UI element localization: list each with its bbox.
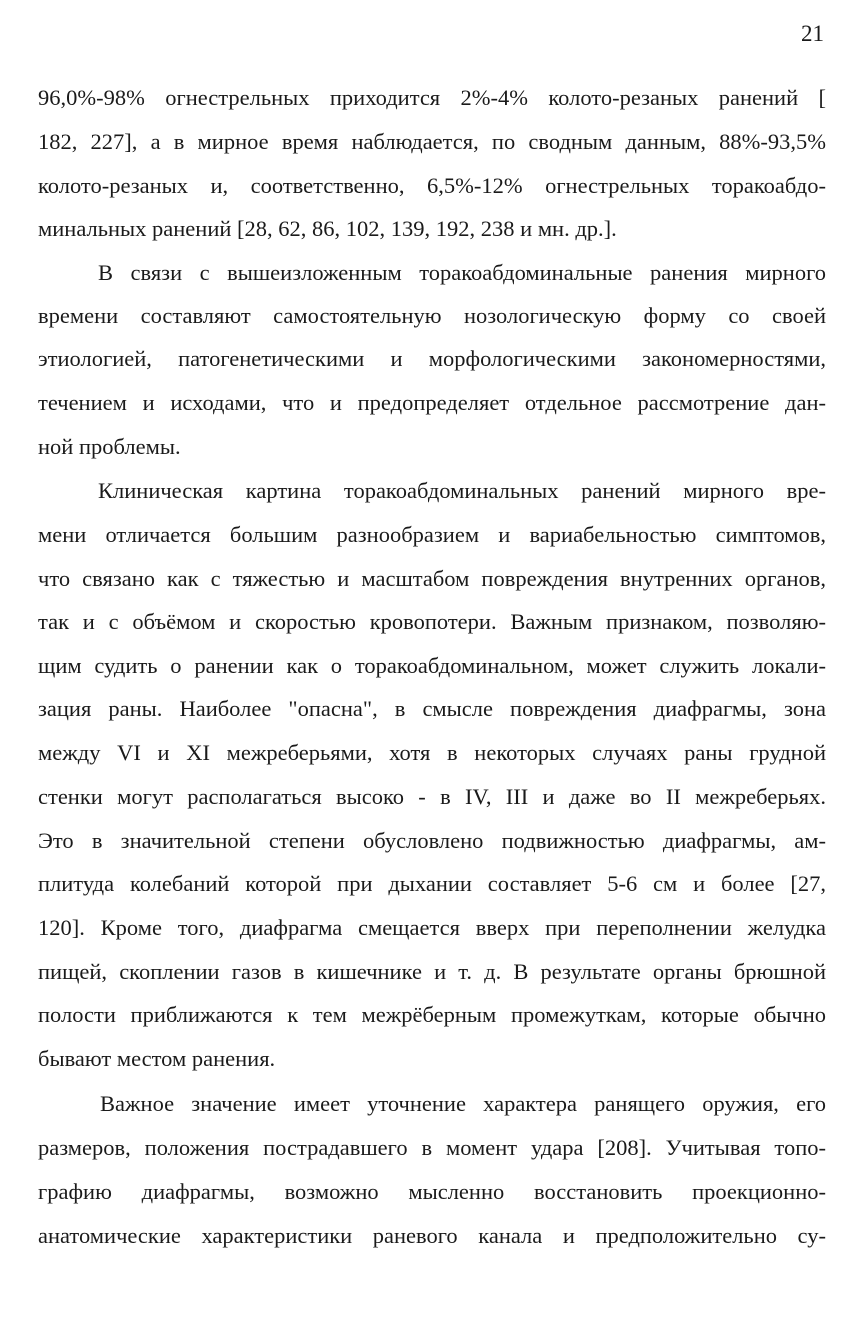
text-line: Важное значение имеет уточнение характера ранящего оружия, его (100, 1091, 826, 1116)
text-line: времени составляют самостоятельную нозологическую форму со своей (38, 303, 826, 328)
text-line: минальных ранений [28, 62, 86, 102, 139, 192, 238 и мн. др.]. (38, 216, 617, 241)
text-line: анатомические характеристики раневого канала и предположительно су- (38, 1223, 826, 1248)
text-line: зация раны. Наиболее "опасна", в смысле повреждения диафрагмы, зона (38, 696, 826, 721)
text-line: пищей, скоплении газов в кишечнике и т. д. В результате органы брюшной (38, 959, 826, 984)
page-number: 21 (801, 21, 824, 46)
text-line: 120]. Кроме того, диафрагма смещается вверх при переполнении желудка (38, 915, 826, 940)
text-line: так и с объёмом и скоростью кровопотери. Важным признаком, позволяю- (38, 609, 826, 634)
text-line: стенки могут располагаться высоко - в IV, III и даже во II межреберьях. (38, 784, 826, 809)
text-line: 96,0%-98% огнестрельных приходится 2%-4% колото-резаных ранений [ (38, 85, 826, 110)
text-line: графию диафрагмы, возможно мысленно восстановить проекционно- (38, 1179, 826, 1204)
text-line: течением и исходами, что и предопределяет отдельное рассмотрение дан- (38, 390, 826, 415)
text-line: мени отличается большим разнообразием и вариабельностью симптомов, (38, 522, 826, 547)
text-line: размеров, положения пострадавшего в момент удара [208]. Учитывая топо- (38, 1135, 826, 1160)
text-line: плитуда колебаний которой при дыхании составляет 5-6 см и более [27, (38, 871, 826, 896)
text-line: этиологией, патогенетическими и морфологическими закономерностями, (38, 346, 826, 371)
text-line: Это в значительной степени обусловлено подвижностью диафрагмы, ам- (38, 828, 826, 853)
text-line: щим судить о ранении как о торакоабдоминальном, может служить локали- (38, 653, 826, 678)
text-line: Клиническая картина торакоабдоминальных ранений мирного вре- (98, 478, 826, 503)
text-line: В связи с вышеизложенным торакоабдоминальные ранения мирного (98, 260, 826, 285)
text-line: полости приближаются к тем межрёберным промежуткам, которые обычно (38, 1002, 826, 1027)
text-line: ной проблемы. (38, 434, 181, 459)
text-line: бывают местом ранения. (38, 1046, 276, 1071)
text-line: между VI и XI межреберьями, хотя в некоторых случаях раны грудной (38, 740, 826, 765)
text-line: что связано как с тяжестью и масштабом повреждения внутренних органов, (38, 566, 826, 591)
text-line: 182, 227], а в мирное время наблюдается, по сводным данным, 88%-93,5% (38, 129, 826, 154)
text-line: колото-резаных и, соответственно, 6,5%-12% огнестрельных торакоабдо- (38, 173, 826, 198)
